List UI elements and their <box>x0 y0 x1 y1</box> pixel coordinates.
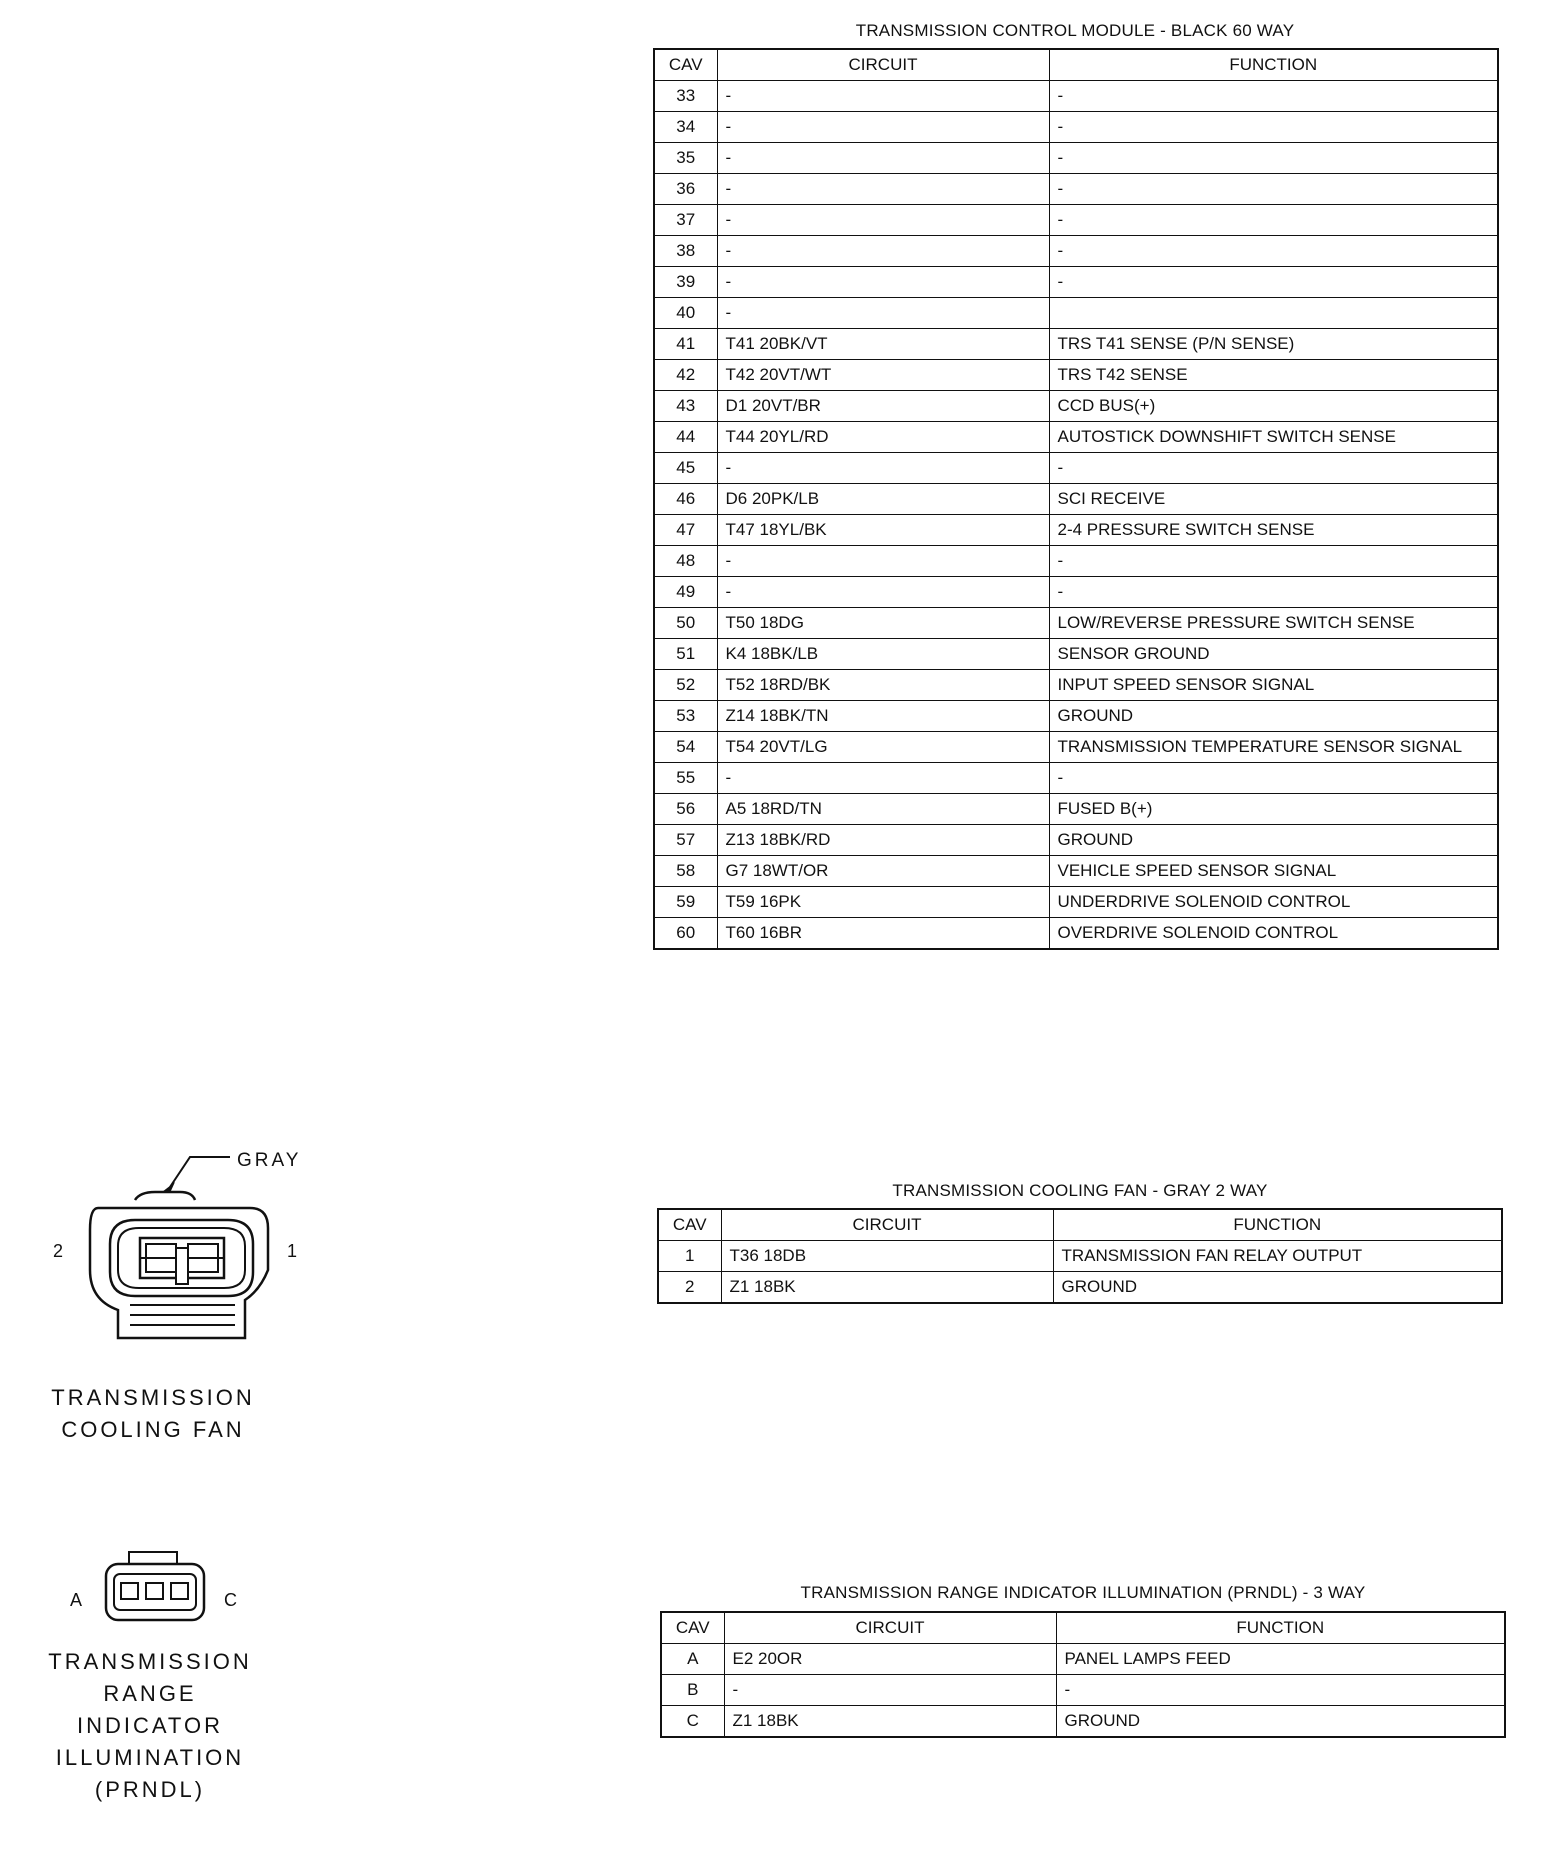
function-cell: - <box>1049 763 1498 794</box>
fan-name-line: COOLING FAN <box>61 1417 245 1442</box>
circuit-cell: Z1 18BK <box>721 1272 1053 1304</box>
table-row <box>661 1706 1505 1738</box>
fan-color-label: GRAY <box>237 1150 302 1171</box>
function-cell: - <box>1049 143 1498 174</box>
prndl-name-line: ILLUMINATION <box>55 1745 245 1770</box>
circuit-header: CIRCUIT <box>724 1612 1056 1644</box>
cav-cell: 33 <box>654 81 717 112</box>
table-header-row <box>661 1612 1505 1644</box>
cav-cell: 50 <box>654 608 717 639</box>
cav-cell: 54 <box>654 732 717 763</box>
cav-cell: 57 <box>654 825 717 856</box>
function-cell: FUSED B(+) <box>1049 794 1498 825</box>
circuit-cell: T47 18YL/BK <box>717 515 1049 546</box>
cav-cell: 59 <box>654 887 717 918</box>
table-row <box>654 267 1498 298</box>
table-row <box>658 1241 1502 1272</box>
cav-header: CAV <box>658 1209 721 1241</box>
cav-cell: 56 <box>654 794 717 825</box>
circuit-cell: - <box>724 1675 1056 1706</box>
circuit-cell: E2 20OR <box>724 1644 1056 1675</box>
prndl-pin-a-label: A <box>70 1590 83 1610</box>
table-row <box>654 81 1498 112</box>
circuit-cell: K4 18BK/LB <box>717 639 1049 670</box>
table-row <box>654 484 1498 515</box>
circuit-cell: G7 18WT/OR <box>717 856 1049 887</box>
table-row <box>654 546 1498 577</box>
function-cell: - <box>1049 267 1498 298</box>
circuit-cell: - <box>717 174 1049 205</box>
function-cell: LOW/REVERSE PRESSURE SWITCH SENSE <box>1049 608 1498 639</box>
cav-header: CAV <box>654 49 717 81</box>
table-row <box>654 918 1498 950</box>
cav-cell: 1 <box>658 1241 721 1272</box>
cav-cell: 47 <box>654 515 717 546</box>
table-row <box>661 1644 1505 1675</box>
circuit-header: CIRCUIT <box>717 49 1049 81</box>
circuit-cell: D1 20VT/BR <box>717 391 1049 422</box>
function-cell: - <box>1049 112 1498 143</box>
table-header-row <box>654 49 1498 81</box>
prndl-name-line: TRANSMISSION <box>48 1649 252 1674</box>
table-row <box>654 112 1498 143</box>
circuit-cell: A5 18RD/TN <box>717 794 1049 825</box>
table-row <box>654 236 1498 267</box>
function-cell: OVERDRIVE SOLENOID CONTROL <box>1049 918 1498 950</box>
function-cell: TRANSMISSION TEMPERATURE SENSOR SIGNAL <box>1049 732 1498 763</box>
table-row <box>654 670 1498 701</box>
circuit-cell: Z1 18BK <box>724 1706 1056 1738</box>
circuit-cell: - <box>717 763 1049 794</box>
circuit-cell: T50 18DG <box>717 608 1049 639</box>
function-cell: - <box>1049 236 1498 267</box>
cav-cell: B <box>661 1675 724 1706</box>
prndl-name-line: INDICATOR <box>77 1713 223 1738</box>
function-cell: TRS T41 SENSE (P/N SENSE) <box>1049 329 1498 360</box>
cav-cell: 51 <box>654 639 717 670</box>
function-cell: SENSOR GROUND <box>1049 639 1498 670</box>
cav-cell: 42 <box>654 360 717 391</box>
table-row <box>654 887 1498 918</box>
fan-connector-name <box>30 1382 276 1446</box>
cav-cell: 43 <box>654 391 717 422</box>
fan-pinout-table <box>657 1208 1503 1304</box>
function-header: FUNCTION <box>1056 1612 1505 1644</box>
table-row <box>654 701 1498 732</box>
function-cell: 2-4 PRESSURE SWITCH SENSE <box>1049 515 1498 546</box>
circuit-cell: T54 20VT/LG <box>717 732 1049 763</box>
table-row <box>654 763 1498 794</box>
function-cell: - <box>1049 81 1498 112</box>
prndl-connector-drawing <box>100 1550 210 1630</box>
circuit-cell: - <box>717 81 1049 112</box>
circuit-cell: - <box>717 453 1049 484</box>
table-row <box>654 360 1498 391</box>
cav-cell: 39 <box>654 267 717 298</box>
table-row <box>654 825 1498 856</box>
table-header-row <box>658 1209 1502 1241</box>
prndl-pin-c-label: C <box>224 1590 237 1610</box>
table-row <box>658 1272 1502 1304</box>
prndl-name-line: RANGE <box>103 1681 197 1706</box>
circuit-cell: - <box>717 236 1049 267</box>
cav-cell: 36 <box>654 174 717 205</box>
cav-header: CAV <box>661 1612 724 1644</box>
table-row <box>654 732 1498 763</box>
cav-cell: 45 <box>654 453 717 484</box>
function-cell: GROUND <box>1056 1706 1505 1738</box>
cav-cell: 40 <box>654 298 717 329</box>
function-cell <box>1049 298 1498 329</box>
table-row <box>654 391 1498 422</box>
cav-cell: 49 <box>654 577 717 608</box>
cav-cell: A <box>661 1644 724 1675</box>
table-row <box>654 329 1498 360</box>
cav-cell: 60 <box>654 918 717 950</box>
circuit-cell: T44 20YL/RD <box>717 422 1049 453</box>
function-cell: INPUT SPEED SENSOR SIGNAL <box>1049 670 1498 701</box>
cav-cell: 37 <box>654 205 717 236</box>
circuit-cell: - <box>717 546 1049 577</box>
cav-cell: 44 <box>654 422 717 453</box>
table-row <box>654 608 1498 639</box>
circuit-cell: T42 20VT/WT <box>717 360 1049 391</box>
prndl-connector-icon <box>100 1550 210 1630</box>
function-cell: - <box>1049 174 1498 205</box>
cav-cell: 41 <box>654 329 717 360</box>
function-cell: TRANSMISSION FAN RELAY OUTPUT <box>1053 1241 1502 1272</box>
table-row <box>654 174 1498 205</box>
circuit-cell: T59 16PK <box>717 887 1049 918</box>
function-cell: TRS T42 SENSE <box>1049 360 1498 391</box>
circuit-cell: Z13 18BK/RD <box>717 825 1049 856</box>
circuit-cell: - <box>717 298 1049 329</box>
circuit-cell: - <box>717 267 1049 298</box>
cav-cell: 38 <box>654 236 717 267</box>
circuit-cell: - <box>717 205 1049 236</box>
cav-cell: 52 <box>654 670 717 701</box>
function-header: FUNCTION <box>1049 49 1498 81</box>
fan-pin-1-label: 1 <box>287 1241 298 1261</box>
cav-cell: 53 <box>654 701 717 732</box>
cav-cell: 55 <box>654 763 717 794</box>
table-row <box>654 515 1498 546</box>
tcm-pinout-table <box>653 48 1499 950</box>
function-cell: SCI RECEIVE <box>1049 484 1498 515</box>
table-row <box>654 577 1498 608</box>
function-cell: PANEL LAMPS FEED <box>1056 1644 1505 1675</box>
cav-cell: 58 <box>654 856 717 887</box>
prndl-table-title: TRANSMISSION RANGE INDICATOR ILLUMINATION (PRNDL) - 3 WAY <box>800 1583 1366 1602</box>
fan-pin-2-label: 2 <box>53 1241 64 1261</box>
fan-name-line: TRANSMISSION <box>51 1385 255 1410</box>
table-row <box>654 143 1498 174</box>
cav-cell: 46 <box>654 484 717 515</box>
function-cell: - <box>1056 1675 1505 1706</box>
function-cell: GROUND <box>1049 825 1498 856</box>
function-cell: UNDERDRIVE SOLENOID CONTROL <box>1049 887 1498 918</box>
table-row <box>654 639 1498 670</box>
tcm-table-title: TRANSMISSION CONTROL MODULE - BLACK 60 WAY <box>855 21 1295 40</box>
table-row <box>654 205 1498 236</box>
table-row <box>654 856 1498 887</box>
table-row <box>661 1675 1505 1706</box>
table-row <box>654 453 1498 484</box>
circuit-cell: Z14 18BK/TN <box>717 701 1049 732</box>
function-cell: VEHICLE SPEED SENSOR SIGNAL <box>1049 856 1498 887</box>
circuit-cell: D6 20PK/LB <box>717 484 1049 515</box>
prndl-connector-name <box>30 1646 270 1806</box>
circuit-cell: - <box>717 577 1049 608</box>
function-cell: CCD BUS(+) <box>1049 391 1498 422</box>
cav-cell: 2 <box>658 1272 721 1304</box>
function-cell: AUTOSTICK DOWNSHIFT SWITCH SENSE <box>1049 422 1498 453</box>
circuit-cell: T36 18DB <box>721 1241 1053 1272</box>
function-header: FUNCTION <box>1053 1209 1502 1241</box>
fan-table-title: TRANSMISSION COOLING FAN - GRAY 2 WAY <box>892 1181 1268 1200</box>
prndl-pinout-table <box>660 1611 1506 1738</box>
function-cell: - <box>1049 453 1498 484</box>
circuit-cell: T41 20BK/VT <box>717 329 1049 360</box>
circuit-header: CIRCUIT <box>721 1209 1053 1241</box>
circuit-cell: - <box>717 112 1049 143</box>
cav-cell: 35 <box>654 143 717 174</box>
function-cell: GROUND <box>1049 701 1498 732</box>
function-cell: - <box>1049 546 1498 577</box>
cav-cell: 48 <box>654 546 717 577</box>
cav-cell: C <box>661 1706 724 1738</box>
cav-cell: 34 <box>654 112 717 143</box>
table-row <box>654 422 1498 453</box>
function-cell: - <box>1049 205 1498 236</box>
prndl-name-line: (PRNDL) <box>94 1777 206 1802</box>
circuit-cell: T52 18RD/BK <box>717 670 1049 701</box>
circuit-cell: T60 16BR <box>717 918 1049 950</box>
table-row <box>654 794 1498 825</box>
circuit-cell: - <box>717 143 1049 174</box>
function-cell: - <box>1049 577 1498 608</box>
table-row <box>654 298 1498 329</box>
function-cell: GROUND <box>1053 1272 1502 1304</box>
